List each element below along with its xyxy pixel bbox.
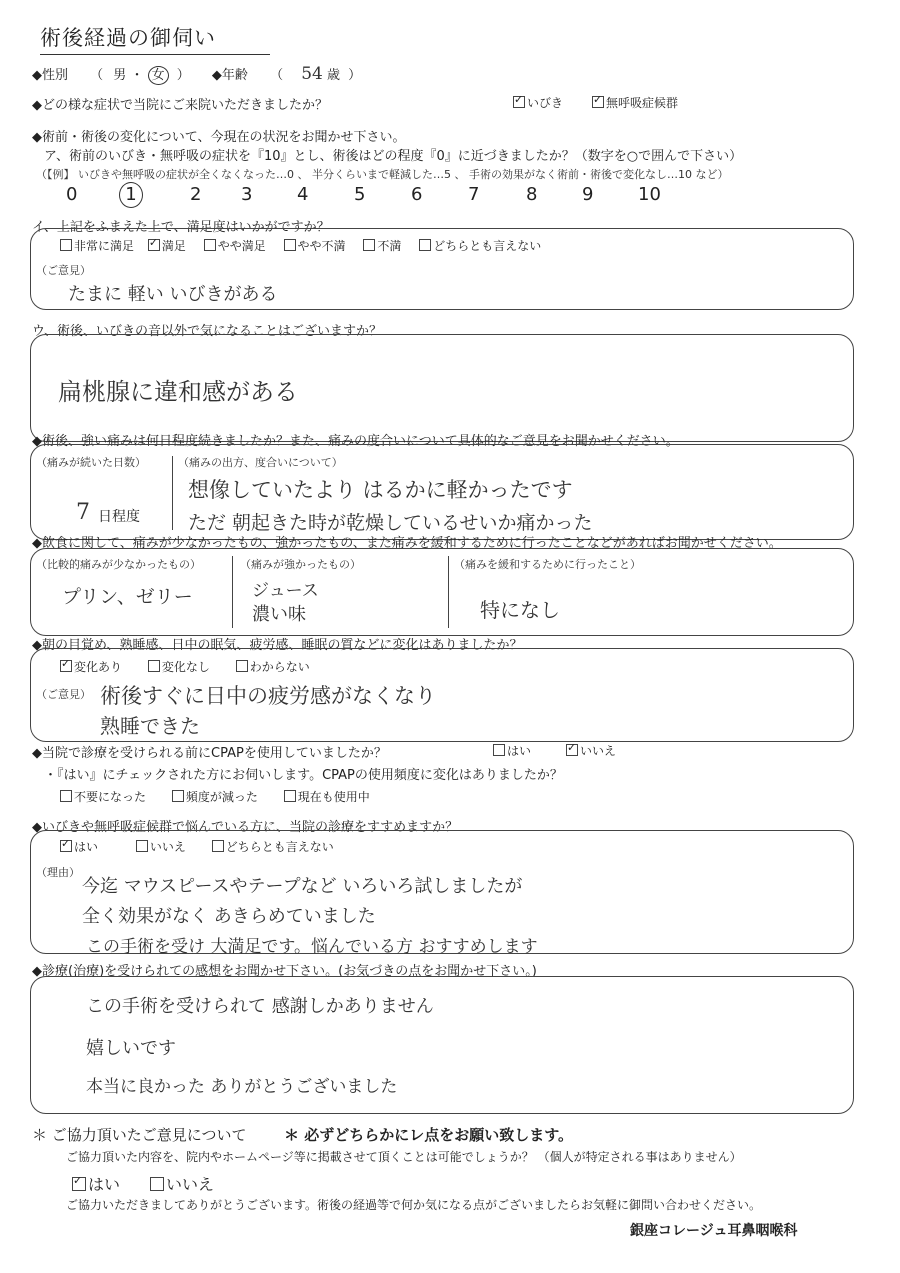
- q4-text: ウ、術後、いびきの音以外で気になることはございますか？: [32, 324, 382, 339]
- checkbox-icon[interactable]: [204, 239, 216, 251]
- q3-answer[interactable]: たまに 軽い いびきがある: [68, 284, 278, 305]
- sex-close: ）: [176, 68, 190, 83]
- q5-degree-label: （痛みの出方、度合いについて）: [178, 456, 343, 469]
- checkbox-icon[interactable]: [148, 660, 160, 672]
- q1-option-apnea[interactable]: [592, 94, 678, 111]
- q3-text: イ、上記をふまえた上で、満足度はいかがですか？: [32, 220, 330, 235]
- q7-answer-line2[interactable]: 熟睡できた: [100, 714, 200, 738]
- checkbox-icon[interactable]: [150, 1177, 164, 1191]
- scale-7[interactable]: 7: [468, 184, 480, 205]
- q9-answer-line2[interactable]: 全く効果がなく あきらめていました: [82, 906, 376, 927]
- q7-options: [60, 658, 310, 675]
- age-value[interactable]: 54: [301, 64, 323, 84]
- q10-answer-line1[interactable]: この手術を受けられて 感謝しかありません: [86, 996, 434, 1017]
- checkbox-icon[interactable]: [284, 239, 296, 251]
- q9-opt-neutral[interactable]: [212, 840, 334, 854]
- q6-col2-answer1[interactable]: ジュース: [252, 581, 319, 601]
- checkbox-checked-icon[interactable]: [513, 96, 525, 108]
- checkbox-icon[interactable]: [419, 239, 431, 251]
- consent-yes[interactable]: [72, 1172, 120, 1195]
- q2-head: ◆術前・術後の変化について、今現在の状況をお聞かせ下さい。: [32, 130, 406, 145]
- checkbox-checked-icon[interactable]: [72, 1177, 86, 1191]
- q2-sub: ア、術前のいびき・無呼吸の症状を『10』とし、術後はどの程度『0』に近づきましたか？（数字を○で囲んで下さい）: [44, 149, 743, 164]
- q5-answer-line2[interactable]: ただ 朝起きた時が乾燥しているせいか痛かった: [188, 512, 593, 534]
- q6-divider-2: [448, 556, 449, 628]
- q3-opt1-label: 満足: [161, 239, 186, 253]
- consent-no[interactable]: [150, 1172, 214, 1195]
- q3-opt4-label: 不満: [377, 239, 402, 253]
- q9-text: ◆いびきや無呼吸症候群で悩んでいる方に、当院の診療をすすめますか？: [32, 820, 459, 835]
- q6-col2-answer2[interactable]: 濃い味: [252, 604, 306, 625]
- checkbox-checked-icon[interactable]: [60, 840, 72, 852]
- q8-opt0-label: 不要になった: [74, 790, 147, 804]
- checkbox-icon[interactable]: [136, 840, 148, 852]
- consent-question: ご協力頂いた内容を、院内やホームページ等に掲載させて頂くことは可能でしょうか？ （個人が特定される事はありません）: [66, 1150, 742, 1164]
- q8-sub: ・『はい』にチェックされた方にお伺いします。CPAPの使用頻度に変化はありましたか？: [44, 768, 563, 783]
- age-open: （: [270, 68, 284, 83]
- consent-heading-2: ＊ 必ずどちらかにレ点をお願い致します。: [284, 1126, 574, 1144]
- scale-8[interactable]: 8: [526, 184, 538, 205]
- q6-text: ◆飲食に関して、痛みが少なかったもの、強かったもの、また痛みを緩和するために行ったことなどがあればお聞かせください。: [32, 536, 782, 551]
- consent-thanks: ご協力いただきましてありがとうございます。術後の経過等で何か気になる点がございましたらお気軽に御問い合わせください。: [66, 1198, 762, 1212]
- clinic-name: 銀座コレージュ耳鼻咽喉科: [630, 1223, 798, 1239]
- q3-opt-somewhat[interactable]: [204, 239, 266, 253]
- title-underline: [40, 54, 270, 55]
- q7-opt-unknown[interactable]: [236, 660, 310, 674]
- q5-days-label: （痛みが続いた日数）: [36, 456, 146, 469]
- q9-opt-yes[interactable]: [60, 840, 98, 854]
- checkbox-checked-icon[interactable]: [592, 96, 604, 108]
- scale-10[interactable]: 10: [638, 184, 661, 205]
- sex-label: ◆性別: [32, 68, 68, 83]
- q9-answer-line3[interactable]: この手術を受け 大満足です。悩んでいる方 おすすめします: [86, 937, 538, 957]
- checkbox-checked-icon[interactable]: [148, 239, 160, 251]
- q3-opt0-label: 非常に満足: [74, 239, 135, 253]
- q7-opt0-label: 変化あり: [74, 660, 123, 674]
- scale-5[interactable]: 5: [354, 184, 366, 205]
- q7-opinion-label: （ご意見）: [36, 688, 91, 701]
- q3-opt-very[interactable]: [60, 239, 134, 253]
- q3-opt-dis[interactable]: [363, 239, 401, 253]
- q5-text: ◆術後、強い痛みは何日程度続きましたか？また、痛みの度合いについて具体的なご意見をお聞かせください。: [32, 434, 679, 449]
- q5-answer-line1[interactable]: 想像していたより はるかに軽かったです: [188, 478, 573, 502]
- q9-opt1-label: いいえ: [149, 840, 186, 854]
- q9-opt2-label: どちらとも言えない: [225, 840, 334, 854]
- checkbox-icon[interactable]: [60, 790, 72, 802]
- scale-4[interactable]: 4: [297, 184, 309, 205]
- scale-3[interactable]: 3: [241, 184, 253, 205]
- checkbox-icon[interactable]: [236, 660, 248, 672]
- q10-answer-line2[interactable]: 嬉しいです: [86, 1038, 176, 1059]
- q8-opt1-label: 頻度が減った: [185, 790, 258, 804]
- q3-opinion-label: （ご意見）: [36, 264, 91, 277]
- checkbox-checked-icon[interactable]: [60, 660, 72, 672]
- q8-no-label: いいえ: [580, 744, 617, 758]
- q3-opt-slightly-dis[interactable]: [284, 239, 346, 253]
- q9-opt0-label: はい: [74, 840, 99, 854]
- q6-col3-label: （痛みを緩和するために行ったこと）: [454, 558, 641, 571]
- scale-9[interactable]: 9: [582, 184, 594, 205]
- q7-opt2-label: わからない: [249, 660, 310, 674]
- q5-divider: [172, 456, 173, 530]
- q8-no[interactable]: [566, 742, 616, 759]
- q9-opt-no[interactable]: [136, 840, 186, 854]
- q1-opt1-label: いびき: [527, 96, 564, 110]
- q3-opt5-label: どちらとも言えない: [433, 239, 542, 253]
- q5-days-value[interactable]: 7: [76, 500, 90, 525]
- q9-reason-label: （理由）: [36, 866, 80, 879]
- q4-answer[interactable]: 扁桃腺に違和感がある: [58, 378, 298, 406]
- q8-text: ◆当院で診療を受けられる前にCPAPを使用していましたか？: [32, 746, 387, 761]
- q3-opt2-label: やや満足: [217, 239, 266, 253]
- q3-opt-neutral[interactable]: [419, 239, 541, 253]
- q3-options: [60, 237, 541, 254]
- q1-option-snore[interactable]: [513, 94, 563, 111]
- page-title: 術後経過の御伺い: [40, 26, 216, 50]
- q8-opt-reduced[interactable]: [172, 790, 258, 804]
- q3-opt-satisfied[interactable]: [148, 239, 186, 253]
- sex-female-selected[interactable]: 女: [148, 66, 169, 85]
- q6-divider-1: [232, 556, 233, 628]
- age-unit: 歳: [327, 68, 341, 83]
- q6-col3-answer[interactable]: 特になし: [480, 598, 560, 622]
- q6-col1-answer[interactable]: プリン、ゼリー: [62, 586, 193, 608]
- checkbox-icon[interactable]: [60, 239, 72, 251]
- q8-options: [60, 788, 370, 805]
- q10-text: ◆診療(治療)を受けられての感想をお聞かせ下さい。(お気づきの点をお聞かせ下さい。): [32, 964, 537, 979]
- sex-dot: ・: [130, 68, 144, 83]
- checkbox-icon[interactable]: [493, 744, 505, 756]
- q6-col1-label: （比較的痛みが少なかったもの）: [36, 558, 201, 571]
- q2-example: （【例】 いびきや無呼吸の症状が全くなくなった…0 、 半分くらいまで軽減した…5 、 手術の効果がなく術前・術後で変化なし…10 など）: [36, 168, 729, 181]
- scale-0[interactable]: 0: [66, 184, 78, 205]
- q7-opt1-label: 変化なし: [161, 660, 210, 674]
- q1-opt2-label: 無呼吸症候群: [606, 96, 679, 110]
- q9-answer-line1[interactable]: 今迄 マウスピースやテープなど いろいろ試しましたが: [82, 876, 523, 897]
- sex-open: （: [90, 68, 104, 83]
- checkbox-icon[interactable]: [172, 790, 184, 802]
- q1-text: ◆どの様な症状で当院にご来院いただきましたか？: [32, 98, 328, 113]
- age-label: ◆年齢: [211, 68, 248, 83]
- q7-answer-line1[interactable]: 術後すぐに日中の疲労感がなくなり: [100, 684, 436, 708]
- q8-opt-unneeded[interactable]: [60, 790, 146, 804]
- q6-col2-label: （痛みが強かったもの）: [240, 558, 361, 571]
- consent-no-label: いいえ: [166, 1175, 215, 1194]
- q9-options: [60, 838, 334, 855]
- consent-yes-label: はい: [88, 1175, 121, 1194]
- q7-opt-changed[interactable]: [60, 660, 122, 674]
- q7-opt-unchanged[interactable]: [148, 660, 210, 674]
- q8-yes[interactable]: [493, 742, 531, 759]
- q8-yes-label: はい: [507, 744, 532, 758]
- q8-opt-still[interactable]: [284, 790, 370, 804]
- q8-opt2-label: 現在も使用中: [297, 790, 370, 804]
- consent-heading-1: ＊ ご協力頂いたご意見について: [32, 1126, 247, 1144]
- scale-6[interactable]: 6: [411, 184, 423, 205]
- q5-days-unit: 日程度: [98, 509, 140, 525]
- scale-1-selected[interactable]: 1: [119, 182, 143, 208]
- q3-opt3-label: やや不満: [297, 239, 346, 253]
- q7-text: ◆朝の目覚め、熟睡感、日中の眠気、疲労感、睡眠の質などに変化はありましたか？: [32, 638, 523, 653]
- checkbox-checked-icon[interactable]: [566, 744, 578, 756]
- checkbox-icon[interactable]: [212, 840, 224, 852]
- checkbox-icon[interactable]: [363, 239, 375, 251]
- age-close: ）: [348, 68, 362, 83]
- checkbox-icon[interactable]: [284, 790, 296, 802]
- scale-2[interactable]: 2: [190, 184, 202, 205]
- profile-row: [32, 64, 361, 84]
- sex-male[interactable]: 男: [113, 68, 127, 83]
- q10-answer-line3[interactable]: 本当に良かった ありがとうございました: [86, 1077, 398, 1097]
